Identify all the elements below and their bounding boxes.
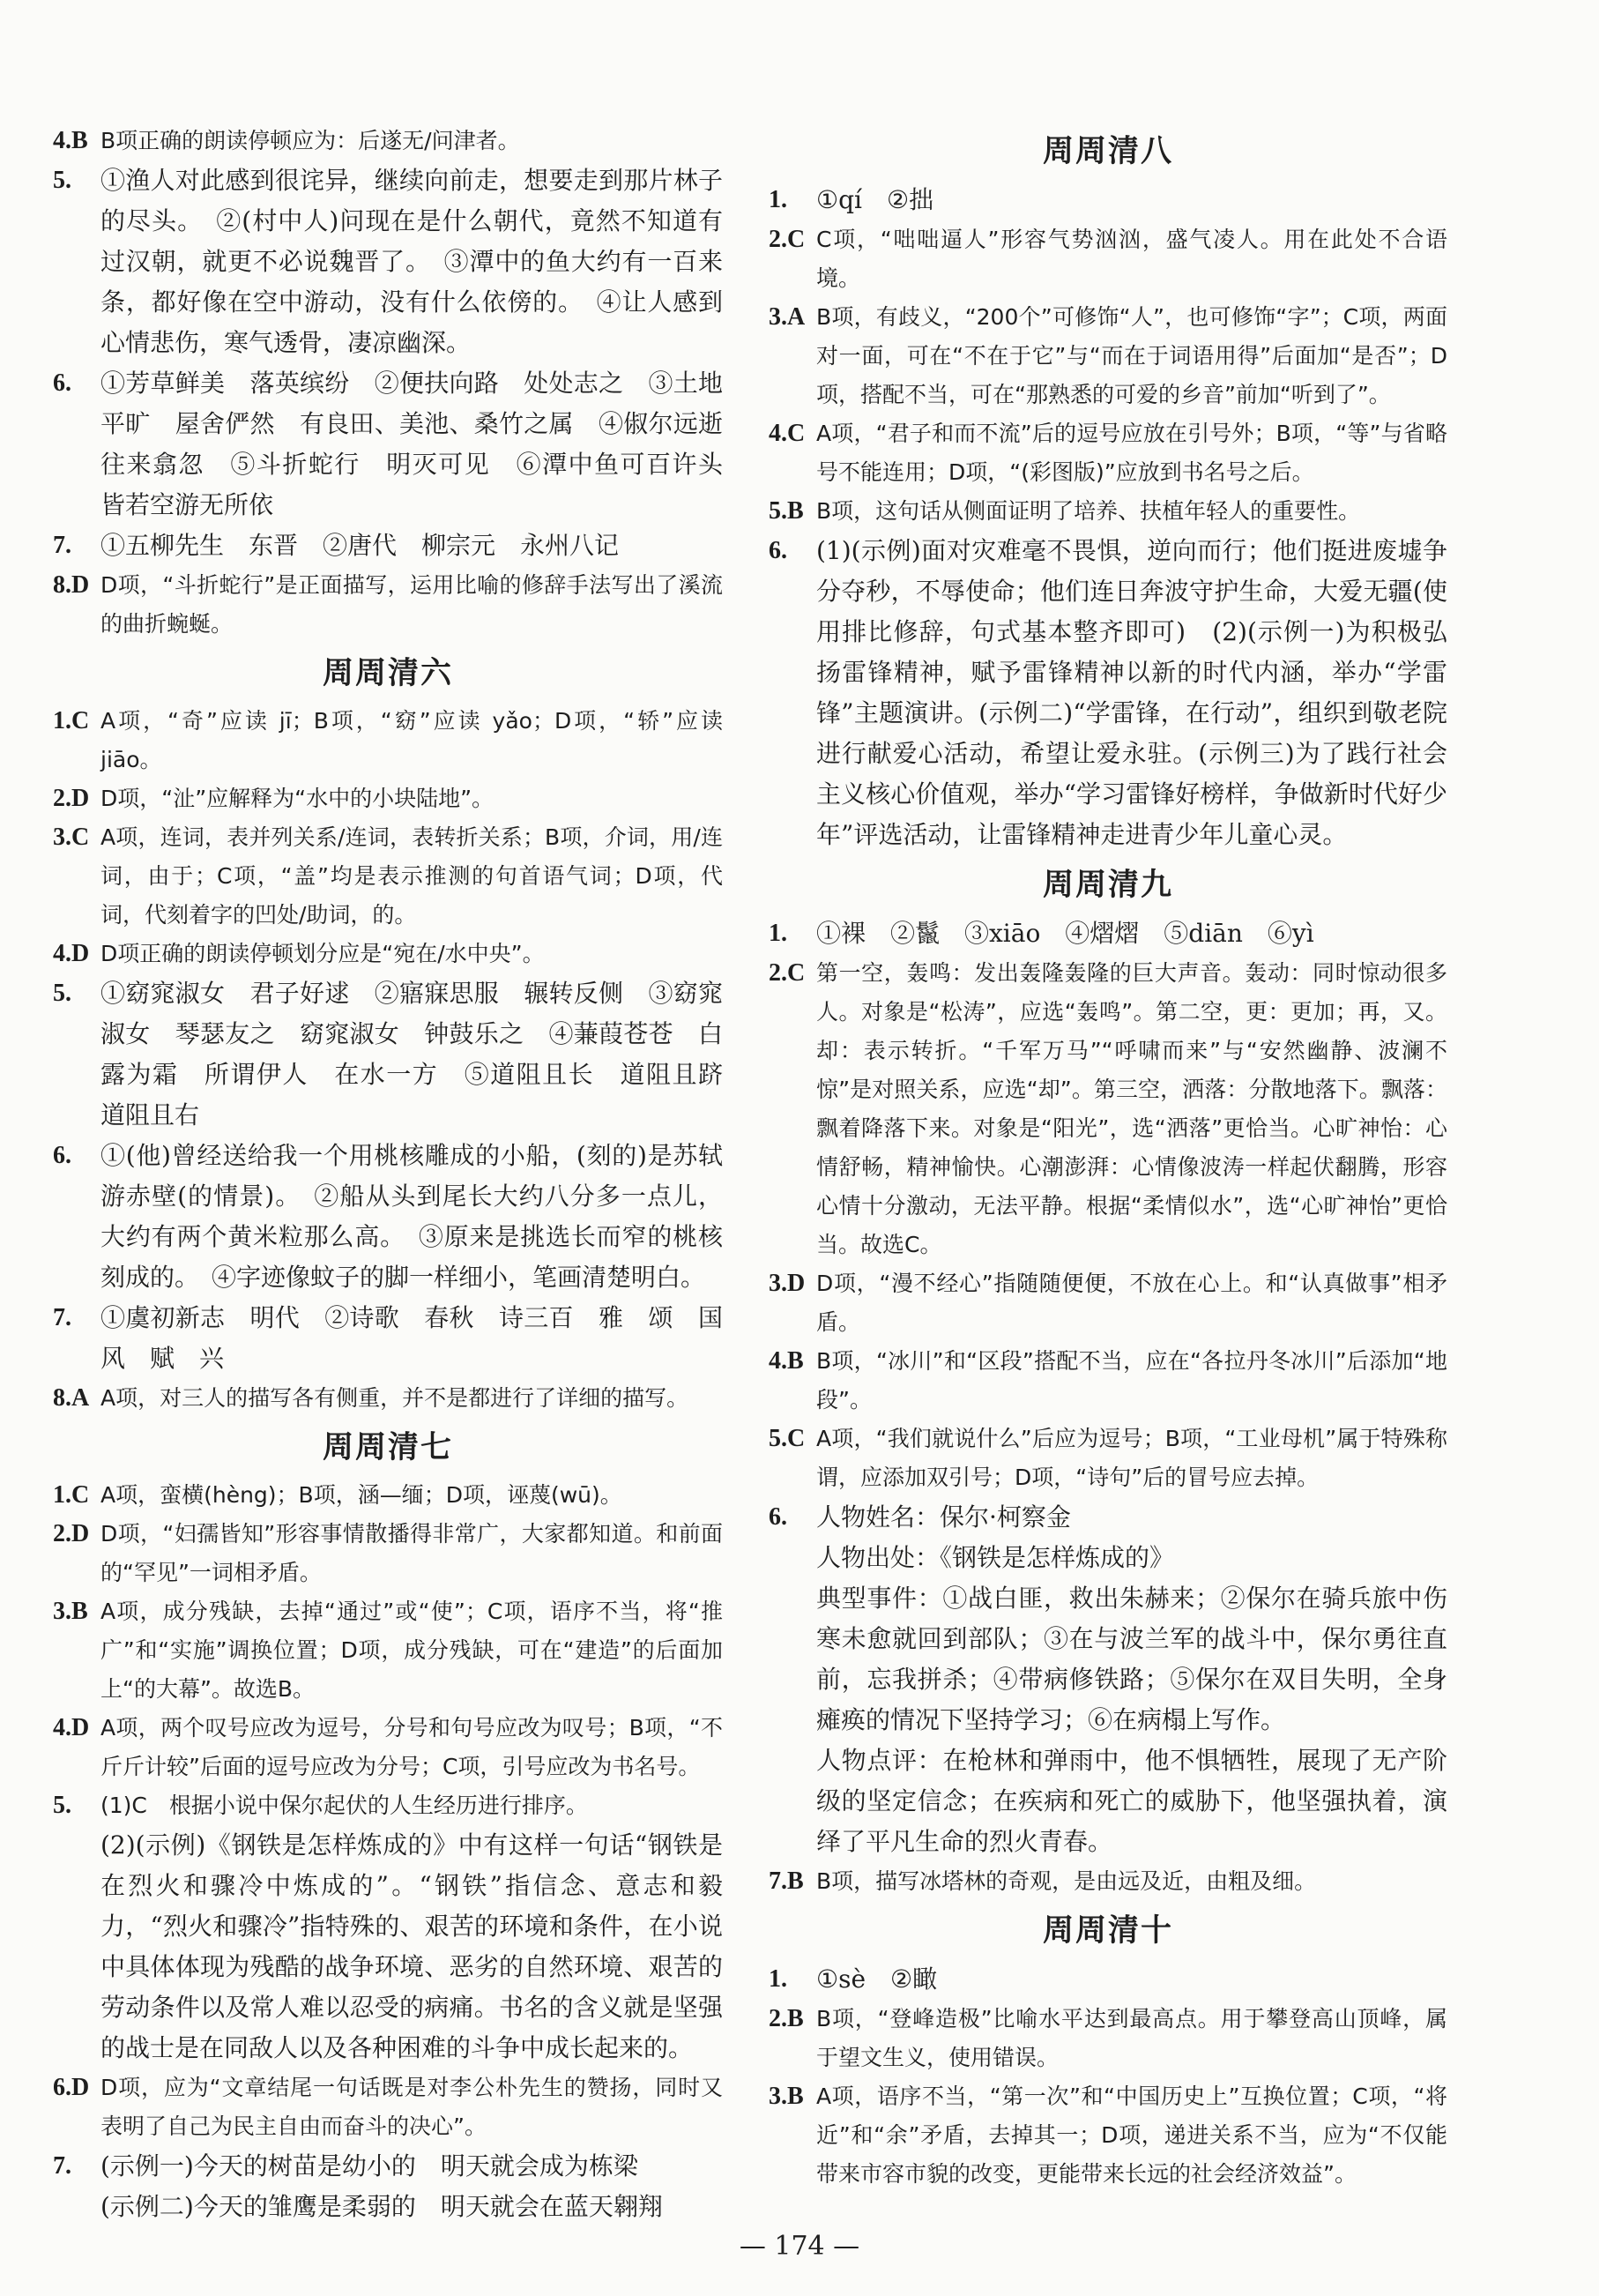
- answer-item: [53, 1379, 723, 1418]
- answer-text: D项正确的朗读停顿划分应是“宛在/水中央”。: [100, 941, 545, 966]
- answer-item: [53, 702, 723, 779]
- answer-item: [53, 779, 723, 818]
- answer-item: [53, 526, 723, 566]
- answer-number: 2.B: [769, 2005, 804, 2032]
- answer-number: 8.A: [53, 1384, 90, 1412]
- answer-number: 3.A: [769, 303, 806, 331]
- answer-number: 7.: [53, 2152, 71, 2180]
- answer-text: 第一空，轰鸣：发出轰隆轰隆的巨大声音。轰动：同时惊动很多人。对象是“松涛”，应选“轰鸣”。第二空，更：更加；再，又。却：表示转折。“千军万马”“呼啸而来”与“安然幽静、波澜不惊”是对照关系，应选“却”。第三空，洒落：分散地落下。飘落：飘着降落下来。对象是“阳光”，选“洒落”更恰当。心旷神怡：心情舒畅，精神愉快。心潮澎湃：心情像波涛一样起伏翻腾，形容心情十分激动，无法平静。根据“柔情似水”，选“心旷神怡”更恰当。故选C。: [816, 960, 1447, 1257]
- answer-item: [53, 973, 748, 1136]
- answer-item: [53, 160, 723, 363]
- answer-text: ①芳草鲜美 落英缤纷 ②便扶向路 处处志之 ③土地平旷 屋舍俨然 有良田、美池、桑竹之属 ④俶尔远逝 往来翕忽 ⑤斗折蛇行 明灭可见 ⑥潭中鱼可百许头 皆若空游无所依: [100, 369, 748, 519]
- answer-item: [53, 363, 748, 526]
- answer-number: 5.: [53, 980, 71, 1007]
- answer-number: 6.: [53, 1142, 71, 1169]
- answer-number: 5.: [53, 1792, 71, 1819]
- answer-number: 2.C: [769, 959, 806, 987]
- answer-text: D项，“妇孺皆知”形容事情散播得非常广，大家都知道。和前面的“罕见”一词相矛盾。: [100, 1521, 723, 1585]
- answer-text: ①五柳先生 东晋 ②唐代 柳宗元 永州八记: [100, 531, 620, 560]
- section-title: 周周清六: [322, 655, 453, 691]
- answer-text: D项，“斗折蛇行”是正面描写，运用比喻的修辞手法写出了溪流的曲折蜿蜒。: [100, 572, 723, 637]
- section-title: 周周清九: [1042, 867, 1173, 903]
- answer-number: 3.D: [769, 1270, 806, 1297]
- answer-text: A项，“君子和而不流”后的逗号应放在引号外；B项，“等”与省略号不能连用；D项，“(彩图版)”应放到书名号之后。: [816, 421, 1447, 485]
- answer-text: (1)(示例)面对灾难毫不畏惧，逆向而行；他们挺进废墟争分夺秒，不辱使命；他们连日奔波守护生命，大爱无疆(使用排比修辞，句式基本整齐即可) (2)(示例一)为积极弘扬雷锋精神，赋予雷锋精神以新的时代内涵，举办“学雷锋”主题演讲。(示例二)“学雷锋，在行动”，组织到敬老院进行献爱心活动，希望让爱永驻。(示例三)为了践行社会主义核心价值观，举办“学习雷锋好榜样，争做新时代好少年”评选活动，让雷锋精神走进青少年儿童心灵。: [816, 536, 1447, 849]
- answer-number: 4.B: [53, 127, 88, 154]
- answer-text: 典型事件：①战白匪，救出朱赫来；②保尔在骑兵旅中伤寒未愈就回到部队；③在与波兰军的战斗中，保尔勇往直前，忘我拼杀；④带病修铁路；⑤保尔在双目失明，全身瘫痪的情况下坚持学习；⑥在病榻上写作。: [816, 1584, 1447, 1734]
- answer-text: B项正确的朗读停顿应为：后遂无/问津者。: [100, 128, 520, 153]
- answer-number: 1.C: [53, 1481, 90, 1509]
- answer-item: [769, 298, 1447, 414]
- answer-item: [769, 1497, 1447, 1538]
- answer-number: 4.B: [769, 1347, 804, 1375]
- answer-text: 人物姓名：保尔·柯察金: [816, 1502, 1071, 1532]
- answer-number: 6.: [769, 1503, 787, 1531]
- answer-number: 1.: [769, 186, 787, 213]
- answer-text: B项，这句话从侧面证明了培养、扶植年轻人的重要性。: [816, 498, 1361, 524]
- answer-item: [769, 1538, 1447, 1578]
- answer-item: [769, 1959, 1447, 2000]
- answer-number: 6.: [53, 369, 71, 397]
- answer-item: [53, 1476, 723, 1515]
- answer-text: D项，“沚”应解释为“水中的小块陆地”。: [100, 786, 495, 811]
- answer-text: ①窈窕淑女 君子好逑 ②寤寐思服 辗转反侧 ③窈窕淑女 琴瑟友之 窈窕淑女 钟鼓乐之 ④蒹葭苍苍 白露为霜 所谓伊人 在水一方 ⑤道阻且长 道阻且跻 道阻且右: [100, 979, 748, 1129]
- answer-text: ①qí ②拙: [816, 185, 934, 214]
- answer-number: 6.D: [53, 2074, 90, 2101]
- answer-number: 1.C: [53, 707, 90, 734]
- answer-item: [53, 1786, 723, 1825]
- answer-item: [53, 1298, 723, 1379]
- answer-item: [769, 1420, 1447, 1497]
- answer-number: 3.B: [53, 1598, 88, 1625]
- answer-number: 5.B: [769, 497, 804, 525]
- answer-text: ①sè ②瞰: [816, 1964, 938, 1994]
- answer-number: 3.B: [769, 2083, 804, 2110]
- answer-item: [53, 1825, 723, 2069]
- answer-item: [769, 1862, 1447, 1901]
- answer-number: 7.: [53, 532, 71, 559]
- answer-item: [769, 913, 1447, 954]
- answer-item: [769, 1741, 1447, 1862]
- answer-text: A项，“奇”应读 jī；B项，“窈”应读 yǎo；D项，“轿”应读 jiāo。: [100, 708, 723, 772]
- answer-number: 7.: [53, 1304, 71, 1331]
- answer-text: C项，“咄咄逼人”形容气势汹汹，盛气凌人。用在此处不合语境。: [816, 227, 1447, 291]
- answer-text: 人物点评：在枪林和弹雨中，他不惧牺牲，展现了无产阶级的坚定信念；在疾病和死亡的威胁下，他坚强执着，演绎了平凡生命的烈火青春。: [816, 1746, 1447, 1856]
- answer-number: 6.: [769, 537, 787, 564]
- answer-item: [53, 1709, 723, 1786]
- right-column: [769, 122, 1447, 2194]
- answer-text: A项，“我们就说什么”后应为逗号；B项，“工业母机”属于特殊称谓，应添加双引号；D项，“诗句”后的冒号应去掉。: [816, 1426, 1447, 1490]
- answer-item: [769, 531, 1447, 855]
- answer-item: [769, 1264, 1447, 1342]
- answer-text: ①裸 ②鬣 ③xiāo ④熠熠 ⑤diān ⑥yì: [816, 919, 1314, 948]
- answer-number: 5.C: [769, 1425, 806, 1452]
- answer-item: [769, 954, 1447, 1264]
- answer-text: A项，语序不当，“第一次”和“中国历史上”互换位置；C项，“将近”和“余”矛盾，去掉其一；D项，递进关系不当，应为“不仅能带来市容市貌的改变，更能带来长远的社会经济效益”。: [816, 2084, 1447, 2187]
- section-title: 周周清十: [1042, 1912, 1173, 1949]
- answer-text: D项，“漫不经心”指随随便便，不放在心上。和“认真做事”相矛盾。: [816, 1271, 1447, 1335]
- answer-item: [53, 122, 723, 160]
- answer-item: [769, 2000, 1447, 2077]
- answer-item: [53, 2146, 723, 2187]
- answer-number: 5.: [53, 167, 71, 194]
- answer-item: [53, 2187, 723, 2227]
- answer-item: [53, 1592, 723, 1709]
- answer-text: A项，连词，表并列关系/连词，表转折关系；B项，介词，用/连词，由于；C项，“盖”均是表示推测的句首语气词；D项，代词，代刻着字的凹处/助词，的。: [100, 824, 723, 928]
- answer-item: [53, 566, 723, 644]
- answer-text: A项，蛮横(hèng)；B项，涵—缅；D项，诬蔑(wū)。: [100, 1482, 622, 1508]
- answer-text: A项，两个叹号应改为逗号，分号和句号应改为叹号；B项，“不斤斤计较”后面的逗号应改为分号；C项，引号应改为书名号。: [100, 1715, 723, 1779]
- answer-text: B项，有歧义，“200个”可修饰“人”，也可修饰“字”；C项，两面对一面，可在“不在于它”与“而在于词语用得”后面加“是否”；D项，搭配不当，可在“那熟悉的可爱的乡音”前加“听到了”。: [816, 304, 1447, 407]
- answer-item: [53, 818, 723, 935]
- left-column: [53, 122, 748, 2227]
- answer-item: [769, 2077, 1447, 2194]
- answer-text: (示例二)今天的雏鹰是柔弱的 明天就会在蓝天翱翔: [100, 2192, 663, 2221]
- answer-item: [53, 1136, 723, 1298]
- answer-text: (示例一)今天的树苗是幼小的 明天就会成为栋梁: [100, 2151, 638, 2180]
- answer-number: 4.D: [53, 1714, 90, 1741]
- answer-text: B项，“登峰造极”比喻水平达到最高点。用于攀登高山顶峰，属于望文生义，使用错误。: [816, 2006, 1447, 2070]
- answer-text: (2)(示例)《钢铁是怎样炼成的》中有这样一句话“钢铁是在烈火和骤冷中炼成的”。“钢铁”指信念、意志和毅力，“烈火和骤冷”指特殊的、艰苦的环境和条件，在小说中具体体现为残酷的战争环境、恶劣的自然环境、艰苦的劳动条件以及常人难以忍受的病痛。书名的含义就是坚强的战士是在同敌人以及各种困难的斗争中成长起来的。: [100, 1830, 723, 2062]
- answer-item: [53, 1515, 723, 1592]
- answer-text: ①渔人对此感到很诧异，继续向前走，想要走到那片林子的尽头。 ②(村中人)问现在是什么朝代，竟然不知道有过汉朝，就更不必说魏晋了。 ③潭中的鱼大约有一百来条，都好像在空中游动，没有什么依傍的。 ④让人感到心情悲伤，寒气透骨，凄凉幽深。: [100, 166, 723, 357]
- answer-text: D项，应为“文章结尾一句话既是对李公朴先生的赞扬，同时又表明了自己为民主自由而奋斗的决心”。: [100, 2075, 723, 2139]
- answer-number: 8.D: [53, 571, 90, 599]
- section-title: 周周清七: [322, 1429, 453, 1465]
- answer-text: A项，成分残缺，去掉“通过”或“使”；C项，语序不当，将“推广”和“实施”调换位置；D项，成分残缺，可在“建造”的后面加上“的大幕”。故选B。: [100, 1599, 723, 1702]
- answer-text: (1)C 根据小说中保尔起伏的人生经历进行排序。: [100, 1793, 588, 1818]
- answer-text: ①(他)曾经送给我一个用桃核雕成的小船，(刻的)是苏轼游赤壁(的情景)。 ②船从头到尾长大约八分多一点儿，大约有两个黄米粒那么高。 ③原来是挑选长而窄的桃核刻成的。 ④字迹像蚊子的脚一样细小，笔画清楚明白。: [100, 1141, 723, 1292]
- answer-number: 3.C: [53, 824, 90, 851]
- answer-number: 7.B: [769, 1867, 804, 1895]
- answer-text: B项，“冰川”和“区段”搭配不当，应在“各拉丹冬冰川”后添加“地段”。: [816, 1348, 1447, 1413]
- answer-item: [769, 1578, 1447, 1741]
- answer-number: 1.: [769, 1965, 787, 1993]
- answer-number: 2.C: [769, 226, 806, 253]
- answer-item: [769, 492, 1447, 531]
- page-number: — 174 —: [739, 2231, 860, 2262]
- answer-text: A项，对三人的描写各有侧重，并不是都进行了详细的描写。: [100, 1385, 689, 1411]
- answer-item: [769, 220, 1447, 298]
- answer-item: [53, 935, 723, 973]
- answer-number: 2.D: [53, 1520, 90, 1547]
- answer-item: [769, 180, 1447, 220]
- section-title: 周周清八: [1042, 133, 1173, 169]
- answer-text: ①虞初新志 明代 ②诗歌 春秋 诗三百 雅 颂 国风 赋 兴: [100, 1303, 723, 1373]
- answer-item: [769, 414, 1447, 492]
- answer-number: 4.D: [53, 940, 90, 967]
- answer-text: B项，描写冰塔林的奇观，是由远及近，由粗及细。: [816, 1868, 1317, 1894]
- answer-number: 4.C: [769, 420, 806, 447]
- answer-text: 人物出处：《钢铁是怎样炼成的》: [816, 1543, 1175, 1572]
- answer-item: [769, 1342, 1447, 1420]
- answer-item: [53, 2069, 723, 2146]
- answer-number: 1.: [769, 920, 787, 947]
- answer-number: 2.D: [53, 785, 90, 812]
